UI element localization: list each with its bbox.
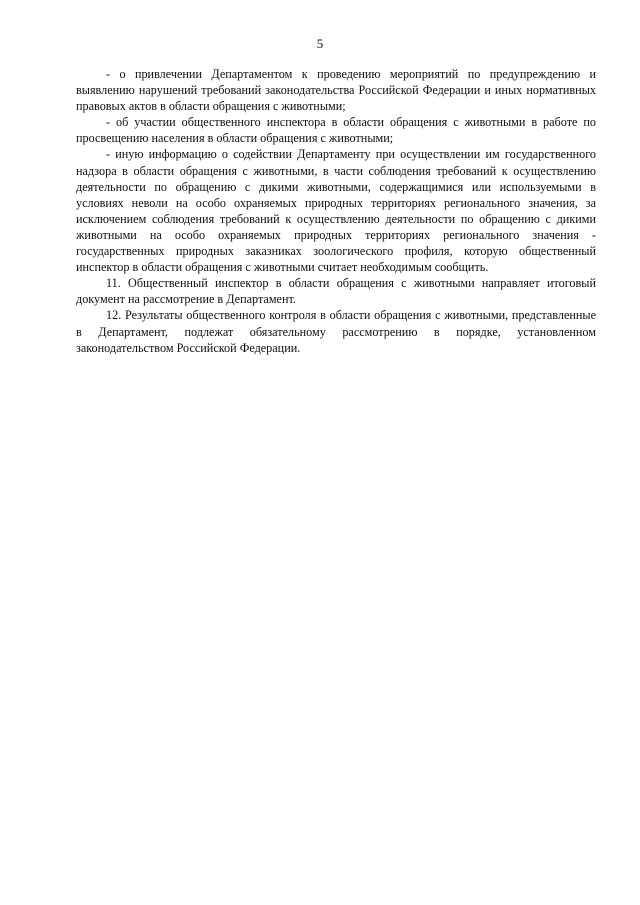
paragraph-involvement: - о привлечении Департаментом к проведению мероприятий по предупреждению и выявлению нарушений требований законодательства Российской Федерации и иных нормативных правовых актов в области обращения с животными; [76, 67, 596, 114]
paragraph-item-11: 11. Общественный инспектор в области обращения с животными направляет итоговый документ на рассмотрение в Департамент. [76, 276, 596, 307]
document-body [76, 66, 596, 356]
paragraph-item-12: 12. Результаты общественного контроля в области обращения с животными, представленные в Департамент, подлежат обязательному рассмотрению в порядке, установленном законодательством Российской Федерации. [76, 308, 596, 355]
paragraph-other-info: - иную информацию о содействии Департаменту при осуществлении им государственного надзора в области обращения с животными, в части соблюдения требований к осуществлению деятельности по обращению с дикими животными, содержащимися или используемыми в условиях неволи на особо охраняемых природных территориях регионального значения, за исключением соблюдения требований к осуществлению деятельности по обращению с дикими животными на особо охраняемых природных территориях регионального значения - государственных природных заказниках зоологического профиля, которую общественный инспектор в области обращения с животными считает необходимым сообщить. [76, 147, 596, 275]
page-number: 5 [316, 36, 324, 51]
paragraph-participation: - об участии общественного инспектора в области обращения с животными в работе по просвещению населения в области обращения с животными; [76, 115, 596, 146]
